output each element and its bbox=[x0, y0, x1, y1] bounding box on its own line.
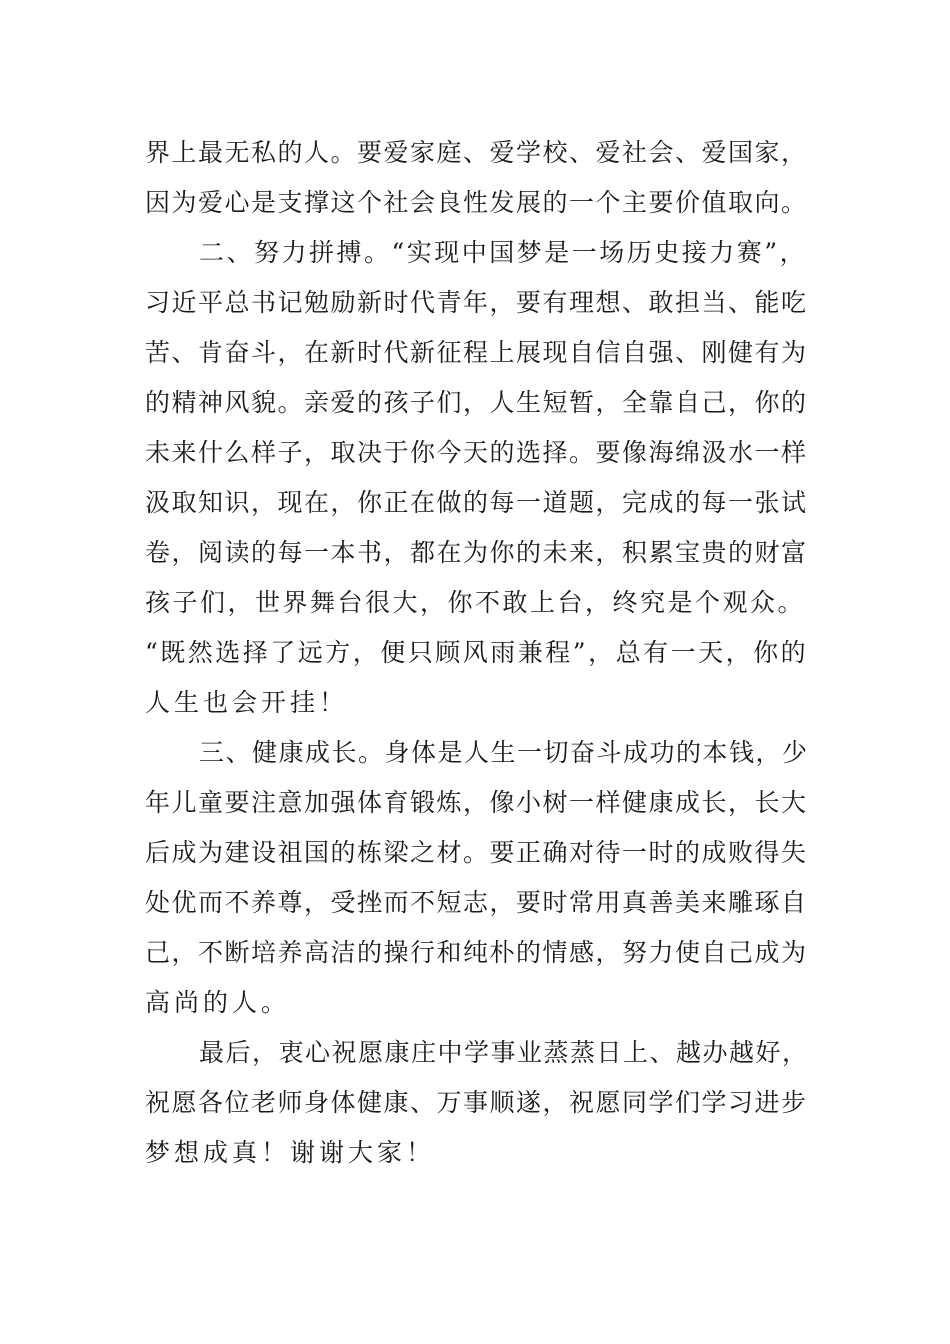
text-line: 未来什么样子，取决于你今天的选择。要像海绵汲水一样 bbox=[145, 438, 808, 467]
paragraph-start-line: 二、努力拼搏。“实现中国梦是一场历史接力赛”， bbox=[199, 238, 808, 267]
text-line: 己，不断培养高洁的操行和纯朴的情感，努力使自己成为 bbox=[145, 938, 808, 967]
text-line: 高尚的人。 bbox=[145, 988, 291, 1017]
text-line: 苦、肯奋斗，在新时代新征程上展现自信自强、刚健有为 bbox=[145, 338, 808, 367]
text-line: 因为爱心是支撑这个社会良性发展的一个主要价值取向。 bbox=[145, 188, 808, 217]
text-line: 的精神风貌。亲爱的孩子们，人生短暂，全靠自己，你的 bbox=[145, 388, 808, 417]
text-line: 后成为建设祖国的栋梁之材。要正确对待一时的成败得失 bbox=[145, 838, 808, 867]
text-line: 处优而不养尊，受挫而不短志，要时常用真善美来雕琢自 bbox=[145, 888, 808, 917]
text-line: 人生也会开挂！ bbox=[145, 688, 349, 717]
paragraph-start-line: 三、健康成长。身体是人生一切奋斗成功的本钱，少 bbox=[199, 738, 809, 767]
text-line: 习近平总书记勉励新时代青年，要有理想、敢担当、能吃 bbox=[145, 288, 808, 317]
text-line: 界上最无私的人。要爱家庭、爱学校、爱社会、爱国家， bbox=[145, 138, 808, 167]
text-line: 年儿童要注意加强体育锻炼，像小树一样健康成长，长大 bbox=[145, 788, 808, 817]
text-line: 梦想成真！谢谢大家！ bbox=[145, 1138, 436, 1167]
document-body bbox=[145, 128, 810, 1178]
text-line: 汲取知识，现在，你正在做的每一道题，完成的每一张试 bbox=[145, 488, 808, 517]
text-line: “既然选择了远方，便只顾风雨兼程”，总有一天，你的 bbox=[145, 638, 809, 667]
text-line: 卷，阅读的每一本书，都在为你的未来，积累宝贵的财富 bbox=[145, 538, 808, 567]
text-line: 祝愿各位老师身体健康、万事顺遂，祝愿同学们学习进步 bbox=[145, 1088, 808, 1117]
paragraph-start-line: 最后，衷心祝愿康庄中学事业蒸蒸日上、越办越好， bbox=[199, 1038, 809, 1067]
text-line: 孩子们，世界舞台很大，你不敢上台，终究是个观众。 bbox=[145, 588, 806, 617]
